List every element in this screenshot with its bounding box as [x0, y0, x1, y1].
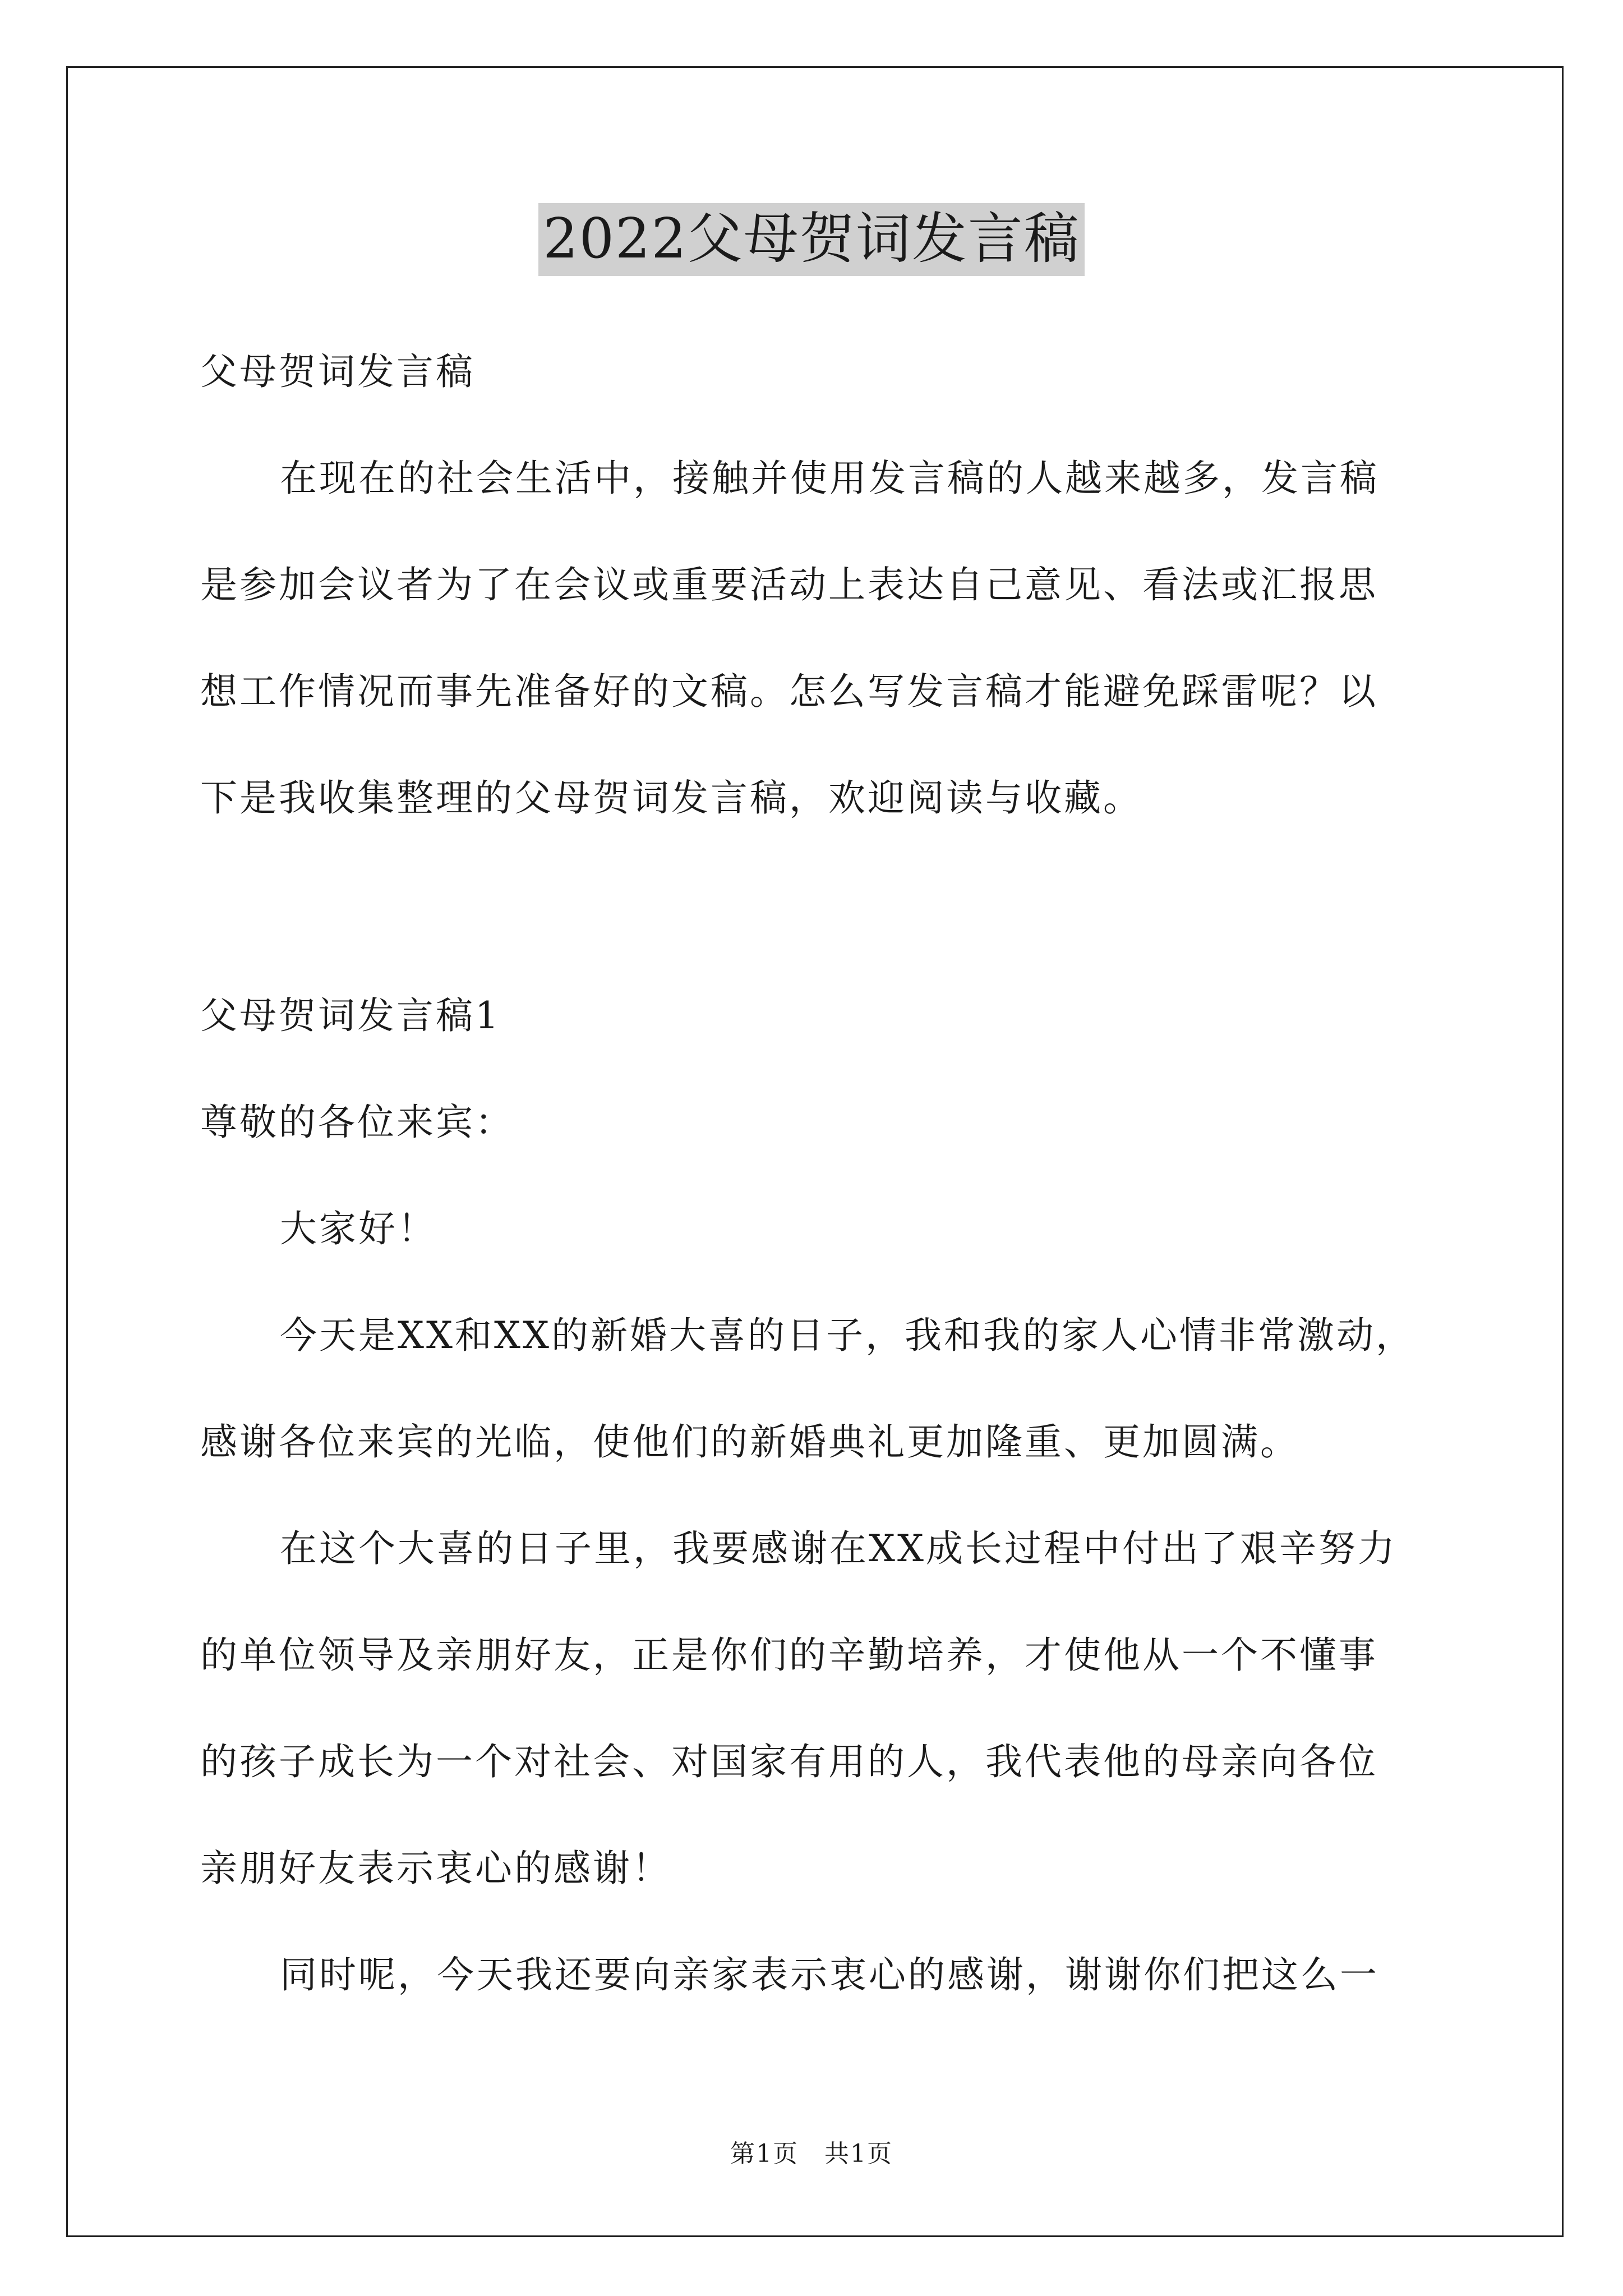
body-line: 的单位领导及亲朋好友，正是你们的辛勤培养，才使他从一个不懂事	[200, 1634, 1378, 1677]
body-line: 同时呢，今天我还要向亲家表示衷心的感谢，谢谢你们把这么一	[280, 1953, 1379, 1996]
title-block	[0, 203, 1623, 276]
page-footer: 第1页 共1页	[730, 2139, 893, 2168]
body-line: 在现在的社会生活中，接触并使用发言稿的人越来越多，发言稿	[280, 457, 1379, 500]
document-title: 2022父母贺词发言稿	[538, 203, 1084, 276]
body-line: 亲朋好友表示衷心的感谢！	[200, 1847, 671, 1890]
body-line: 今天是XX和XX的新婚大喜的日子，我和我的家人心情非常激动，	[280, 1314, 1415, 1357]
body-line: 在这个大喜的日子里，我要感谢在XX成长过程中付出了艰辛努力	[280, 1527, 1397, 1570]
body-line: 父母贺词发言稿	[200, 350, 475, 393]
section-heading: 父母贺词发言稿1	[200, 994, 501, 1037]
body-line: 尊敬的各位来宾：	[200, 1101, 514, 1144]
body-line: 想工作情况而事先准备好的文稿。怎么写发言稿才能避免踩雷呢？以	[200, 670, 1378, 713]
body-line: 大家好！	[280, 1207, 437, 1250]
body-line: 感谢各位来宾的光临，使他们的新婚典礼更加隆重、更加圆满。	[200, 1420, 1299, 1464]
body-line: 的孩子成长为一个对社会、对国家有用的人，我代表他的母亲向各位	[200, 1740, 1378, 1783]
body-line: 下是我收集整理的父母贺词发言稿，欢迎阅读与收藏。	[200, 776, 1142, 820]
body-line: 是参加会议者为了在会议或重要活动上表达自己意见、看法或汇报思	[200, 563, 1378, 606]
